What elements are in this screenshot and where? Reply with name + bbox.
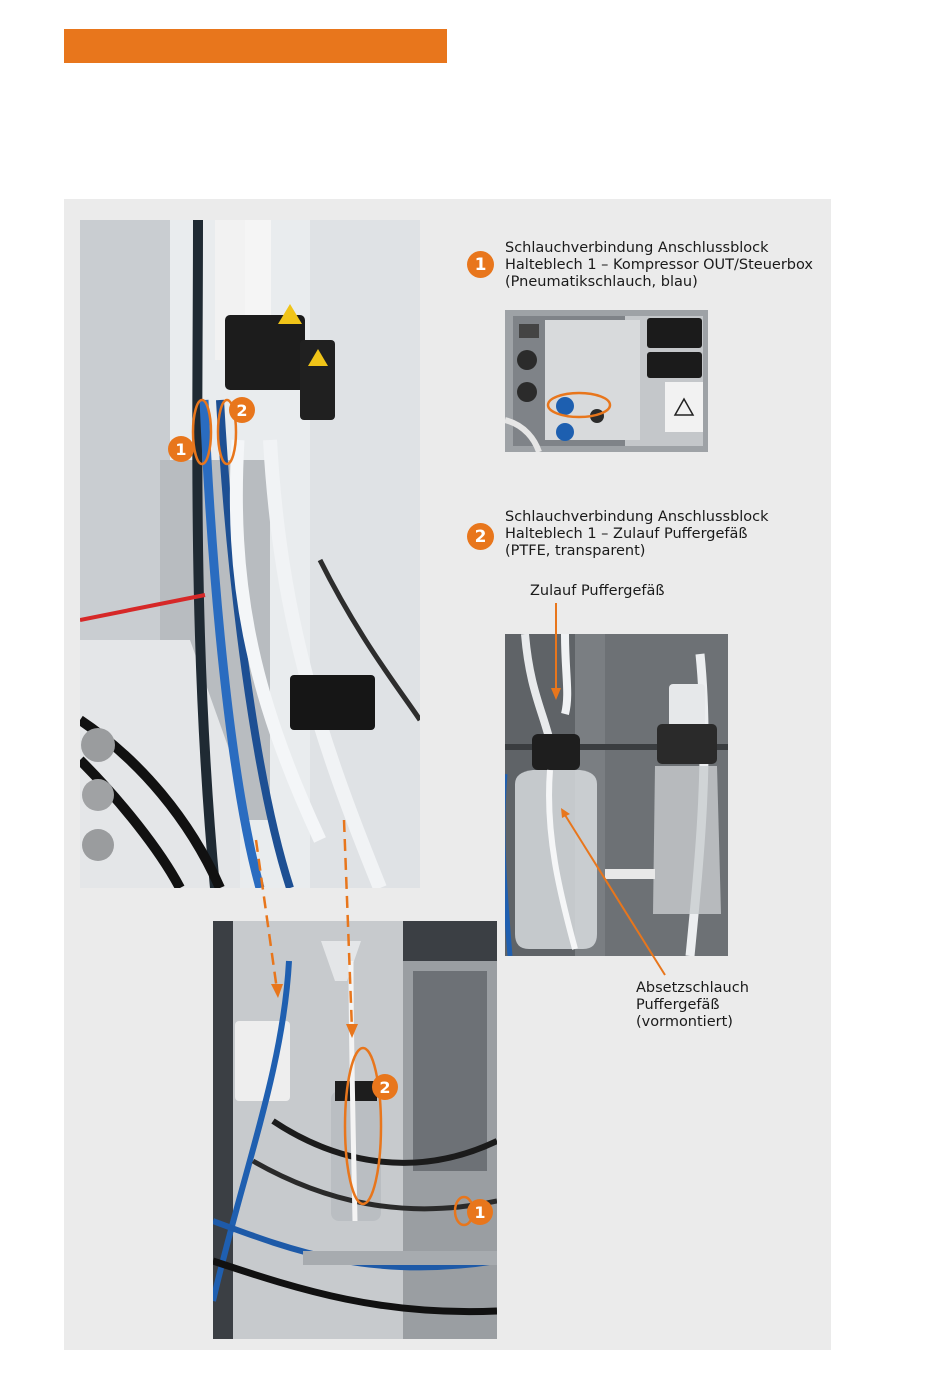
photo-buffer-vessel: [505, 634, 728, 956]
caption-drain-tube: Absetzschlauch Puffergefäß (vormontiert): [636, 980, 749, 1030]
marker-1-photo-rear: 1: [467, 1199, 493, 1225]
photo-controller-box: [505, 310, 708, 452]
item-1-number: 1: [467, 251, 494, 278]
item-2-description: Schlauchverbindung Anschlussblock Halteblech 1 – Zulauf Puffergefäß (PTFE, transparent): [505, 509, 769, 559]
photo-rear-view: [213, 921, 497, 1339]
photo-mounting-plate: [80, 220, 420, 888]
item-1-description: Schlauchverbindung Anschlussblock Halteblech 1 – Kompressor OUT/Steuerbox (Pneumatikschlauch, blau): [505, 240, 814, 290]
marker-1-photo-main: 1: [168, 436, 194, 462]
caption-inlet: Zulauf Puffergefäß: [530, 583, 665, 599]
header-accent-bar: [64, 29, 447, 63]
item-2-number: 2: [467, 523, 494, 550]
marker-2-photo-rear: 2: [372, 1074, 398, 1100]
marker-2-photo-main: 2: [229, 397, 255, 423]
